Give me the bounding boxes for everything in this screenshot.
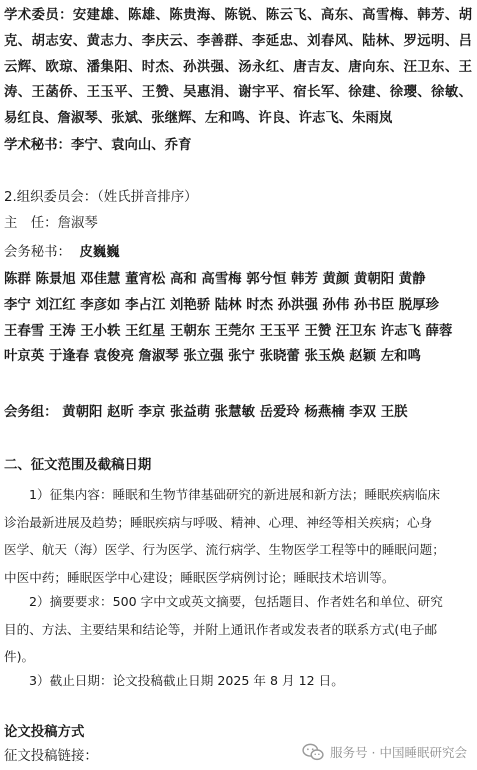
section2-item2 [4,588,472,671]
academic-members-list: 安建雄、陈雄、陈贵海、陈锐、陈云飞、高东、高雪梅、韩芳、胡克、胡志安、黄志力、李庆云、李善群、李延忠、刘春风、陆林、罗远明、吕云辉、欧琼、潘集阳、时杰、孙洪强、汤永红、唐吉友、唐向东、汪卫东、王涛、王菡侨、王玉平、王赞、吴惠涓、谢宇平、宿长军、徐建、徐瓔、徐敏、易红良、詹淑琴、张斌、张继辉、左和鸣、许良、许志飞、朱雨岚 [4,8,473,127]
item2-line: 2）摘要要求：500 字中文或英文摘要，包括题目、作者姓名和单位、研究 [29,594,443,609]
secretary-name: 皮巍巍 [79,245,120,260]
item1-line: 医学、航天（海）医学、行为医学、流行病学、生物医学工程等中的睡眠问题； [4,542,445,557]
organizing-members-line: 陈群 陈景旭 邓佳慧 董宵松 高和 高雪梅 郭兮恒 韩芳 黄颜 黄朝阳 黄静 [4,272,426,287]
section2-heading: 二、征文范围及截稿日期 [4,458,152,473]
organizing-members-line: 叶京英 于逢春 袁俊亮 詹淑琴 张立强 张宁 张晓蕾 张玉焕 赵颖 左和鸣 [4,349,421,365]
organizing-members-block [4,267,472,370]
watermark [302,741,467,763]
affairs-group-line [4,400,472,426]
organizing-chair-line [4,211,472,237]
secretary-label: 会务秘书： [4,245,71,260]
watermark-text: 服务号 · 中国睡眠研究会 [330,745,467,760]
organizing-secretary-line [4,240,472,266]
academic-secretary-list: 李宁、袁向山、乔育 [70,138,192,153]
submission-link-label: 征文投稿链接： [4,749,98,764]
academic-members-paragraph [4,3,472,132]
organizing-members-line: 王春雪 王涛 王小轶 王红星 王朝东 王莞尔 王玉平 王赞 汪卫东 许志飞 薛蓉 [4,323,453,339]
item1-line: 1）征集内容：睡眠和生物节律基础研究的新进展和新方法；睡眠疾病临床 [29,487,441,502]
section2-item3: 3）截止日期：论文投稿截止日期 2025 年 8 月 12 日。 [29,673,344,688]
wechat-icon [302,743,324,761]
item1-line: 中医中药；睡眠医学中心建设；睡眠医学病例讨论；睡眠技术培训等。 [4,569,395,585]
organizing-members-line: 李宁 刘江红 李彦如 李占江 刘艳骄 陆林 时杰 孙洪强 孙伟 孙书臣 脱厚珍 [4,297,439,313]
academic-secretary-heading: 学术秘书： [4,138,71,153]
organizing-committee-heading: 2.组织委员会：（姓氏拼音排序） [4,190,198,205]
item1-line: 诊治最新进展及趋势；睡眠疾病与呼吸、精神、心理、神经等相关疾病；心身 [4,514,433,530]
submission-heading: 论文投稿方式 [4,725,85,740]
item2-line: 目的、方法、主要结果和结论等，并附上通讯作者或发表者的联系方式(电子邮 [4,621,438,637]
academic-secretary-paragraph [4,133,472,159]
chair-label: 主 任： [4,216,58,231]
item2-line: 件)。 [4,649,35,664]
affairs-label: 会务组： [4,405,58,420]
section2-item1 [4,481,472,591]
chair-name: 詹淑琴 [57,216,98,231]
affairs-members: 黄朝阳 赵昕 李京 张益萌 张慧敏 岳爱玲 杨燕楠 李双 王朕 [62,405,408,420]
academic-members-heading: 学术委员： [4,8,73,23]
